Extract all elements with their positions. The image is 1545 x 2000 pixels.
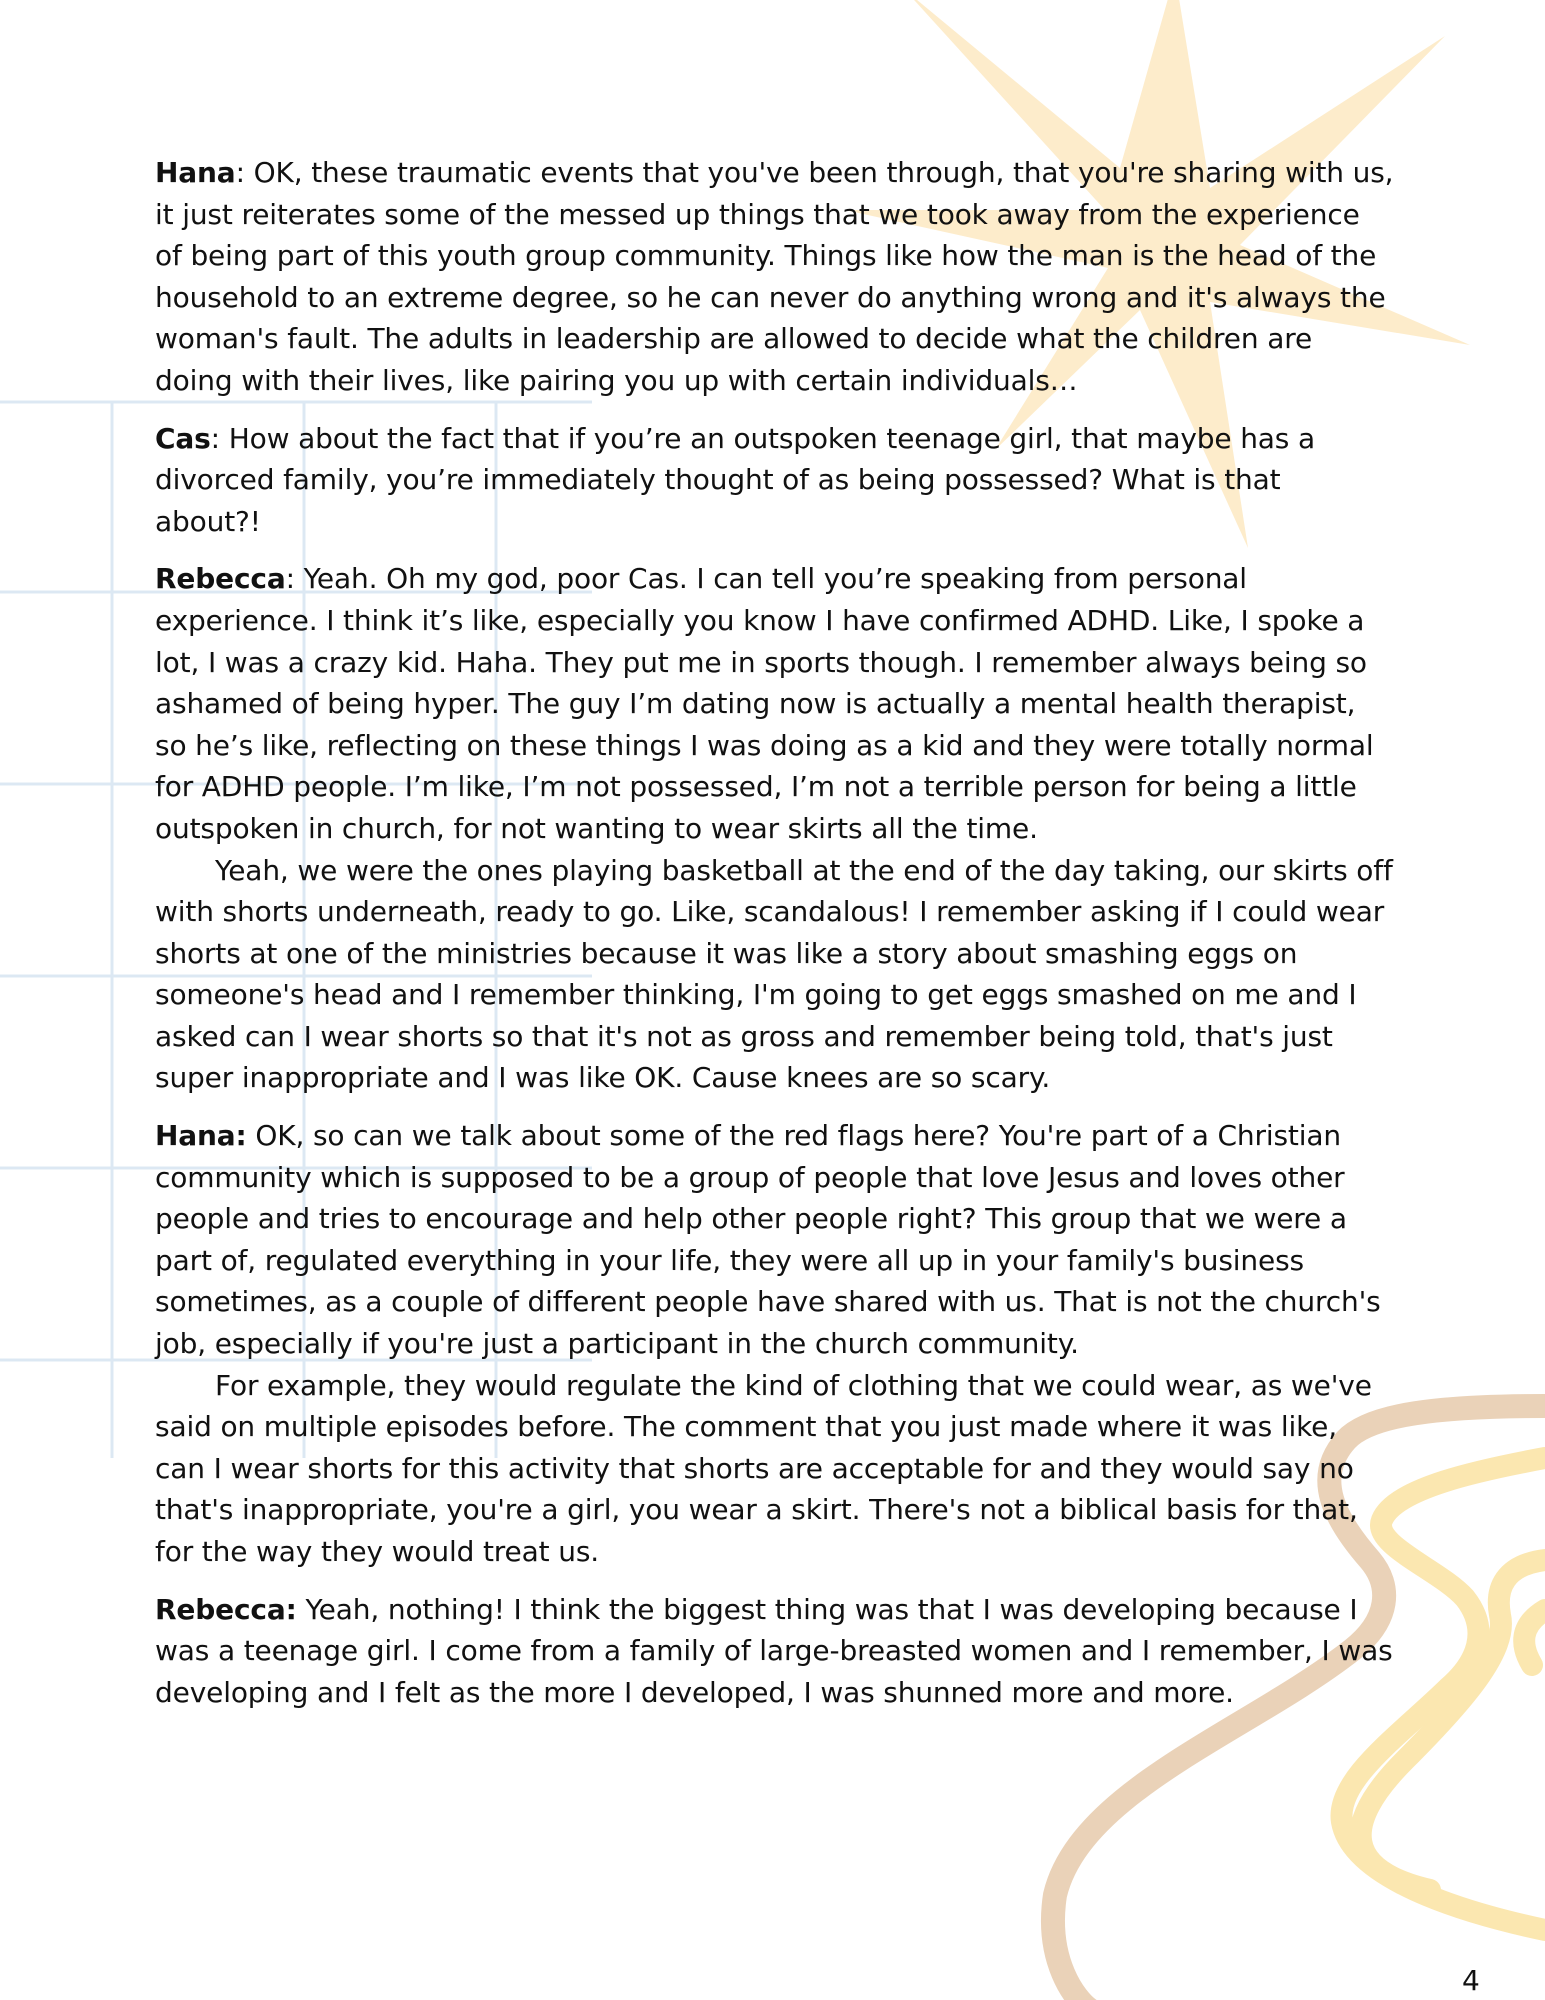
dialogue-turn (155, 418, 1395, 543)
dialogue-text: For example, they would regulate the kind of clothing that we could wear, as we've said on multiple episodes before. The comment that you just made where it was like, can I wear shorts for this activity that shorts are acceptable for and they would say no that's inappropriate, you're a girl, you wear a skirt. There's not a biblical basis for that, for the way they would treat us. (155, 1368, 1372, 1568)
dialogue-text: Yeah. Oh my god, poor Cas. I can tell you’re speaking from personal experience. I think it’s like, especially you know I have confirmed ADHD. Like, I spoke a lot, I was a crazy kid. Haha. They put me in sports though. I remember always being so ashamed of being hyper. The guy I’m dating now is actually a mental health therapist, so he’s like, reflecting on these things I was doing as a kid and they were totally normal for ADHD people. I’m like, I’m not possessed, I’m not a terrible person for being a little outspoken in church, for not wanting to wear skirts all the time. (155, 562, 1374, 845)
dialogue-text: OK, these traumatic events that you've been through, that you're sharing with us, it just reiterates some of the messed up things that we took away from the experience of being part of this youth group community. Things like how the man is the head of the household to an extreme degree, so he can never do anything wrong and it's always the woman's fault. The adults in leadership are allowed to decide what the children are doing with their lives, like pairing you up with certain individuals… (155, 156, 1394, 397)
wave-yellow-decoration (1524, 1610, 1545, 1665)
dialogue-turn (155, 558, 1395, 1099)
dialogue-turn (155, 1115, 1395, 1573)
dialogue-text: How about the fact that if you’re an outspoken teenage girl, that maybe has a divorced family, you’re immediately thought of as being possessed? What is that about?! (155, 421, 1315, 538)
dialogue-text: Yeah, we were the ones playing basketball at the end of the day taking, our skirts off with shorts underneath, ready to go. Like, scandalous! I remember asking if I could wear shorts at one of the ministries because it was like a story about smashing eggs on someone's head and I remember thinking, I'm going to get eggs smashed on me and I asked can I wear shorts so that it's not as gross and remember being told, that's just super inappropriate and I was like OK. Cause knees are so scary. (155, 853, 1393, 1095)
transcript (155, 152, 1395, 1729)
dialogue-text: OK, so can we talk about some of the red flags here? You're part of a Christian community which is supposed to be a group of people that love Jesus and loves other people and tries to encourage and help other people right? This group that we were a part of, regulated everything in your life, they were all up in your family's business sometimes, as a couple of different people have shared with us. That is not the church's job, especially if you're just a participant in the church community. (155, 1119, 1381, 1361)
speaker-separator: : (285, 562, 304, 596)
speaker-separator: : (210, 421, 229, 455)
speaker-name: Cas (155, 421, 211, 455)
speaker-name: Hana (155, 156, 236, 189)
speaker-name: Rebecca (155, 562, 286, 596)
speaker-separator: : (235, 156, 254, 189)
speaker-name: Hana: (155, 1119, 247, 1153)
speaker-name: Rebecca: (155, 1592, 297, 1626)
dialogue-text: Yeah, nothing! I think the biggest thing was that I was developing because I was a teenage girl. I come from a family of large-breasted women and I remember, I was developing and I felt as the more I developed, I was shunned more and more. (155, 1592, 1393, 1709)
dialogue-turn (155, 152, 1395, 402)
page-number: 4 (1462, 1964, 1480, 1997)
dialogue-turn (155, 1589, 1395, 1714)
